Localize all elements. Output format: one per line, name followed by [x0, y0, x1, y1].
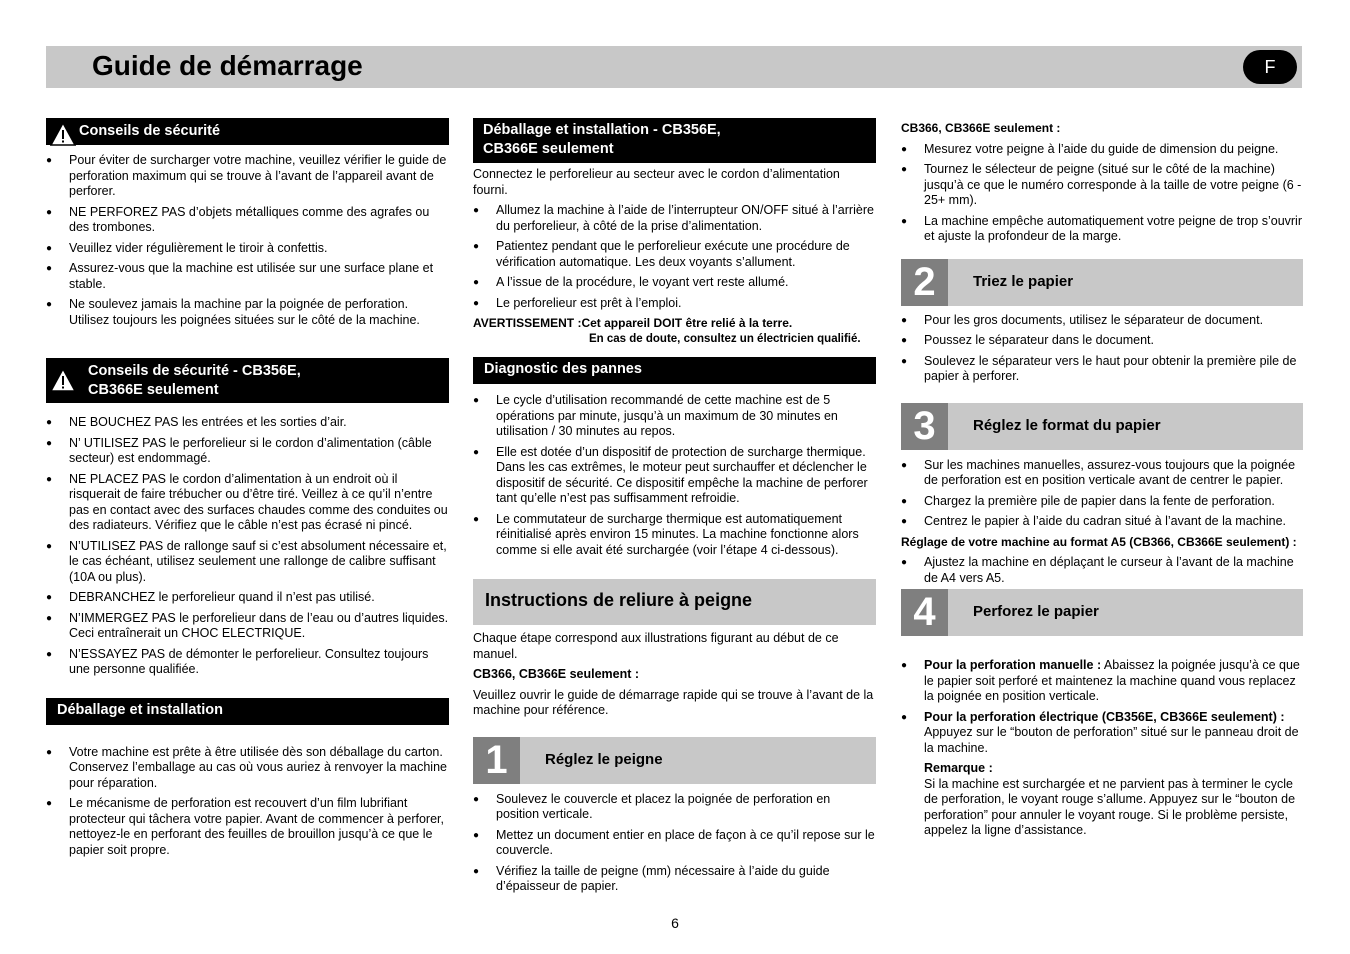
list-item: ● Poussez le séparateur dans le document. [901, 333, 1303, 349]
warning-icon [50, 122, 76, 146]
language-badge: F [1243, 50, 1297, 84]
manual-punch-text: Abaissez la poignée jusqu’à ce que le papier soit perforé et maintenez la machine quand vous replacez la poignée en position verticale. [924, 658, 1300, 703]
list-item: ● N’IMMERGEZ PAS le perforelieur dans de l’eau ou d’autres liquides. Ceci entraînerait un CHOC ELECTRIQUE. [46, 611, 449, 642]
unpack-cb-heading [473, 118, 876, 163]
instructions-heading [473, 579, 876, 625]
step-2-heading [901, 259, 1303, 306]
cb366-list [901, 142, 1303, 245]
remark-block [901, 761, 1303, 839]
electric-punch-text: Appuyez sur le “bouton de perforation” situé sur le panneau droit de la machine. [924, 725, 1299, 755]
step-2-list [901, 313, 1303, 385]
list-item: ● Allumez la machine à l’aide de l’interrupteur ON/OFF situé à l’arrière du perforelieur, à côté de la prise d’alimentation. [473, 203, 876, 234]
list-item: ● NE PERFOREZ PAS d’objets métalliques comme des agrafes ou des trombones. [46, 205, 449, 236]
diag-title: Diagnostic des pannes [484, 361, 642, 377]
step-4-number: 4 [901, 589, 948, 636]
instructions-text: Veuillez ouvrir le guide de démarrage rapide qui se trouve à l’avant de la machine pour référence. [473, 687, 874, 717]
list-item: ● Mesurez votre peigne à l’aide du guide de dimension du peigne. [901, 142, 1303, 158]
unpack-list [46, 745, 449, 859]
list-item: ● Sur les machines manuelles, assurez-vous toujours que la poignée de perforation est en position verticale avant de centrer le papier. [901, 458, 1303, 489]
step-4-list [901, 658, 1303, 756]
list-item: ● Soulevez le séparateur vers le haut pour obtenir la première pile de papier à perforer. [901, 354, 1303, 385]
cb366-title: CB366, CB366E seulement : [901, 121, 1061, 135]
safety-list [46, 153, 449, 328]
step-2-label: Triez le papier [973, 272, 1074, 290]
unpack-cb-title-line2: CB366E seulement [483, 141, 614, 157]
list-item: ● Tournez le sélecteur de peigne (situé sur le côté de la machine) jusqu’à ce que le numéro corresponde à la taille de votre peigne (6 - 25+ mm). [901, 162, 1303, 209]
list-item: ● DEBRANCHEZ le perforelieur quand il n’est pas utilisé. [46, 590, 449, 606]
step-1-label: Réglez le peigne [545, 750, 663, 768]
diag-list [473, 393, 876, 558]
safety-cb-heading [46, 358, 449, 403]
step-4-heading [901, 589, 1303, 636]
step-1-number: 1 [473, 737, 520, 784]
step-3-number: 3 [901, 403, 948, 450]
remark-text: Si la machine est surchargée et ne parvient pas à terminer le cycle de perforation, le voyant rouge s’allume. Appuyez sur le “bouton de perforation” pour annuler le voyant rouge. Si le problème persiste, appelez la ligne d’assistance. [924, 776, 1296, 837]
list-item: ● Veuillez vider régulièrement le tiroir à confettis. [46, 241, 449, 257]
column-middle [473, 118, 876, 900]
a5-title: Réglage de votre machine au format A5 (CB366, CB366E seulement) : [901, 534, 1297, 549]
list-item: ● La machine empêche automatiquement votre peigne de trop s’ouvrir et ajuste la profondeur de la marge. [901, 214, 1303, 245]
step-1-heading [473, 737, 876, 784]
list-item: ● Pour les gros documents, utilisez le séparateur de document. [901, 313, 1303, 329]
a5-list [901, 555, 1303, 586]
step-4-label: Perforez le papier [973, 603, 1099, 620]
page-title: Guide de démarrage [92, 50, 363, 81]
warning-line-1: AVERTISSEMENT :Cet appareil DOIT être relié à la terre. [473, 316, 793, 330]
step-3-label: Réglez le format du papier [973, 416, 1161, 434]
list-item: ● Centrez le papier à l’aide du cadran situé à l’avant de la machine. [901, 514, 1303, 530]
unpack-cb-intro: Connectez le perforelieur au secteur avec le cordon d’alimentation fourni. [473, 167, 840, 197]
list-item: ● Elle est dotée d’un dispositif de protection de surcharge thermique. Dans les cas extrêmes, le moteur peut surchauffer et déclencher le dispositif de sécurité. Ce dispositif empêche la machine de perforer tant qu’elle n’est pas suffisamment refroidie. [473, 445, 876, 507]
list-item [901, 710, 1303, 757]
step-3-list [901, 458, 1303, 530]
instructions-subtitle: CB366, CB366E seulement : [473, 667, 640, 681]
page-number: 6 [671, 915, 679, 931]
remark-title: Remarque : [924, 761, 993, 775]
list-item: ● Chargez la première pile de papier dans la fente de perforation. [901, 494, 1303, 510]
manual-punch-label: Pour la perforation manuelle : [924, 658, 1102, 672]
list-item: ● A l’issue de la procédure, le voyant vert reste allumé. [473, 275, 876, 291]
instructions-title: Instructions de reliure à peigne [485, 590, 753, 610]
list-item: ● Soulevez le couvercle et placez la poignée de perforation en position verticale. [473, 792, 876, 823]
unpack-title: Déballage et installation [57, 701, 223, 718]
list-item: ● N’UTILISEZ PAS de rallonge sauf si c’est absolument nécessaire et, le cas échéant, utilisez seulement une rallonge de calibre suffisant (10A ou plus). [46, 539, 449, 586]
list-item: ● Pour éviter de surcharger votre machine, veuillez vérifier le guide de perforation maximum qui se trouve à l’avant de l’appareil avant de perforer. [46, 153, 449, 200]
step-3-heading [901, 403, 1303, 450]
list-item: ● NE BOUCHEZ PAS les entrées et les sorties d’air. [46, 415, 449, 431]
list-item: ● N’ UTILISEZ PAS le perforelieur si le cordon d’alimentation (câble secteur) est endommagé. [46, 436, 449, 467]
warning-icon [50, 368, 76, 392]
list-item: ● Patientez pendant que le perforelieur exécute une procédure de vérification automatique. Les deux voyants s’allument. [473, 239, 876, 270]
warning-line-2: En cas de doute, consultez un électricien qualifié. [589, 332, 861, 345]
title-bar [46, 46, 1302, 88]
safety-cb-title-line1: Conseils de sécurité - CB356E, [88, 363, 301, 379]
unpack-cb-list [473, 203, 876, 311]
unpack-cb-title-line1: Déballage et installation - CB356E, [483, 122, 721, 138]
electric-punch-label: Pour la perforation électrique (CB356E, CB366E seulement) : [924, 709, 1285, 724]
column-right [901, 121, 1303, 839]
list-item: ● Ne soulevez jamais la machine par la poignée de perforation. Utilisez toujours les poignées situées sur le côté de la machine. [46, 297, 449, 328]
safety-heading [46, 118, 449, 145]
list-item: ● Votre machine est prête à être utilisée dès son déballage du carton. Conservez l’emballage au cas où vous auriez à renvoyer la machine pour réparation. [46, 745, 449, 792]
list-item: ● N’ESSAYEZ PAS de démonter le perforelieur. Consultez toujours une personne qualifiée. [46, 647, 449, 678]
step-1-list [473, 792, 876, 895]
list-item [901, 658, 1303, 705]
list-item: ● Ajustez la machine en déplaçant le curseur à l’avant de la machine de A4 vers A5. [901, 555, 1303, 586]
safety-title: Conseils de sécurité [79, 123, 221, 139]
list-item: ● Le cycle d’utilisation recommandé de cette machine est de 5 opérations par minute, jusqu’à un maximum de 30 minutes en utilisation / 30 minutes au repos. [473, 393, 876, 440]
list-item: ● Assurez-vous que la machine est utilisée sur une surface plane et stable. [46, 261, 449, 292]
instructions-intro: Chaque étape correspond aux illustrations figurant au début de ce manuel. [473, 631, 839, 661]
step-2-number: 2 [901, 259, 948, 306]
list-item: ● Vérifiez la taille de peigne (mm) nécessaire à l’aide du guide d’épaisseur de papier. [473, 864, 876, 895]
list-item: ● Le perforelieur est prêt à l’emploi. [473, 296, 876, 312]
list-item: ● Mettez un document entier en place de façon à ce qu’il repose sur le couvercle. [473, 828, 876, 859]
safety-cb-list [46, 415, 449, 678]
unpack-heading [46, 698, 449, 725]
list-item: ● Le mécanisme de perforation est recouvert d’un film lubrifiant protecteur qui tâchera votre papier. Avant de commencer à perforer, nettoyez-le en perforant des feuilles de brouillon jusqu’à ce que le papier soit propre. [46, 796, 449, 858]
diag-heading [473, 357, 876, 384]
list-item: ● Le commutateur de surcharge thermique est automatiquement réinitialisé après environ 15 minutes. La machine fonctionne alors comme si elle avait été surchargée (voir l’étape 4 ci-dessous). [473, 512, 876, 559]
safety-cb-title-line2: CB366E seulement [88, 382, 219, 398]
list-item: ● NE PLACEZ PAS le cordon d’alimentation à un endroit où il risquerait de faire trébucher ou d’être tiré. Veillez à ce qu’il n’entre pas en contact avec des surfaces chaudes comme des conduites ou des radiateurs. Vérifiez que le câble n’est pas écrasé ni pincé. [46, 472, 449, 534]
column-left [46, 118, 449, 863]
